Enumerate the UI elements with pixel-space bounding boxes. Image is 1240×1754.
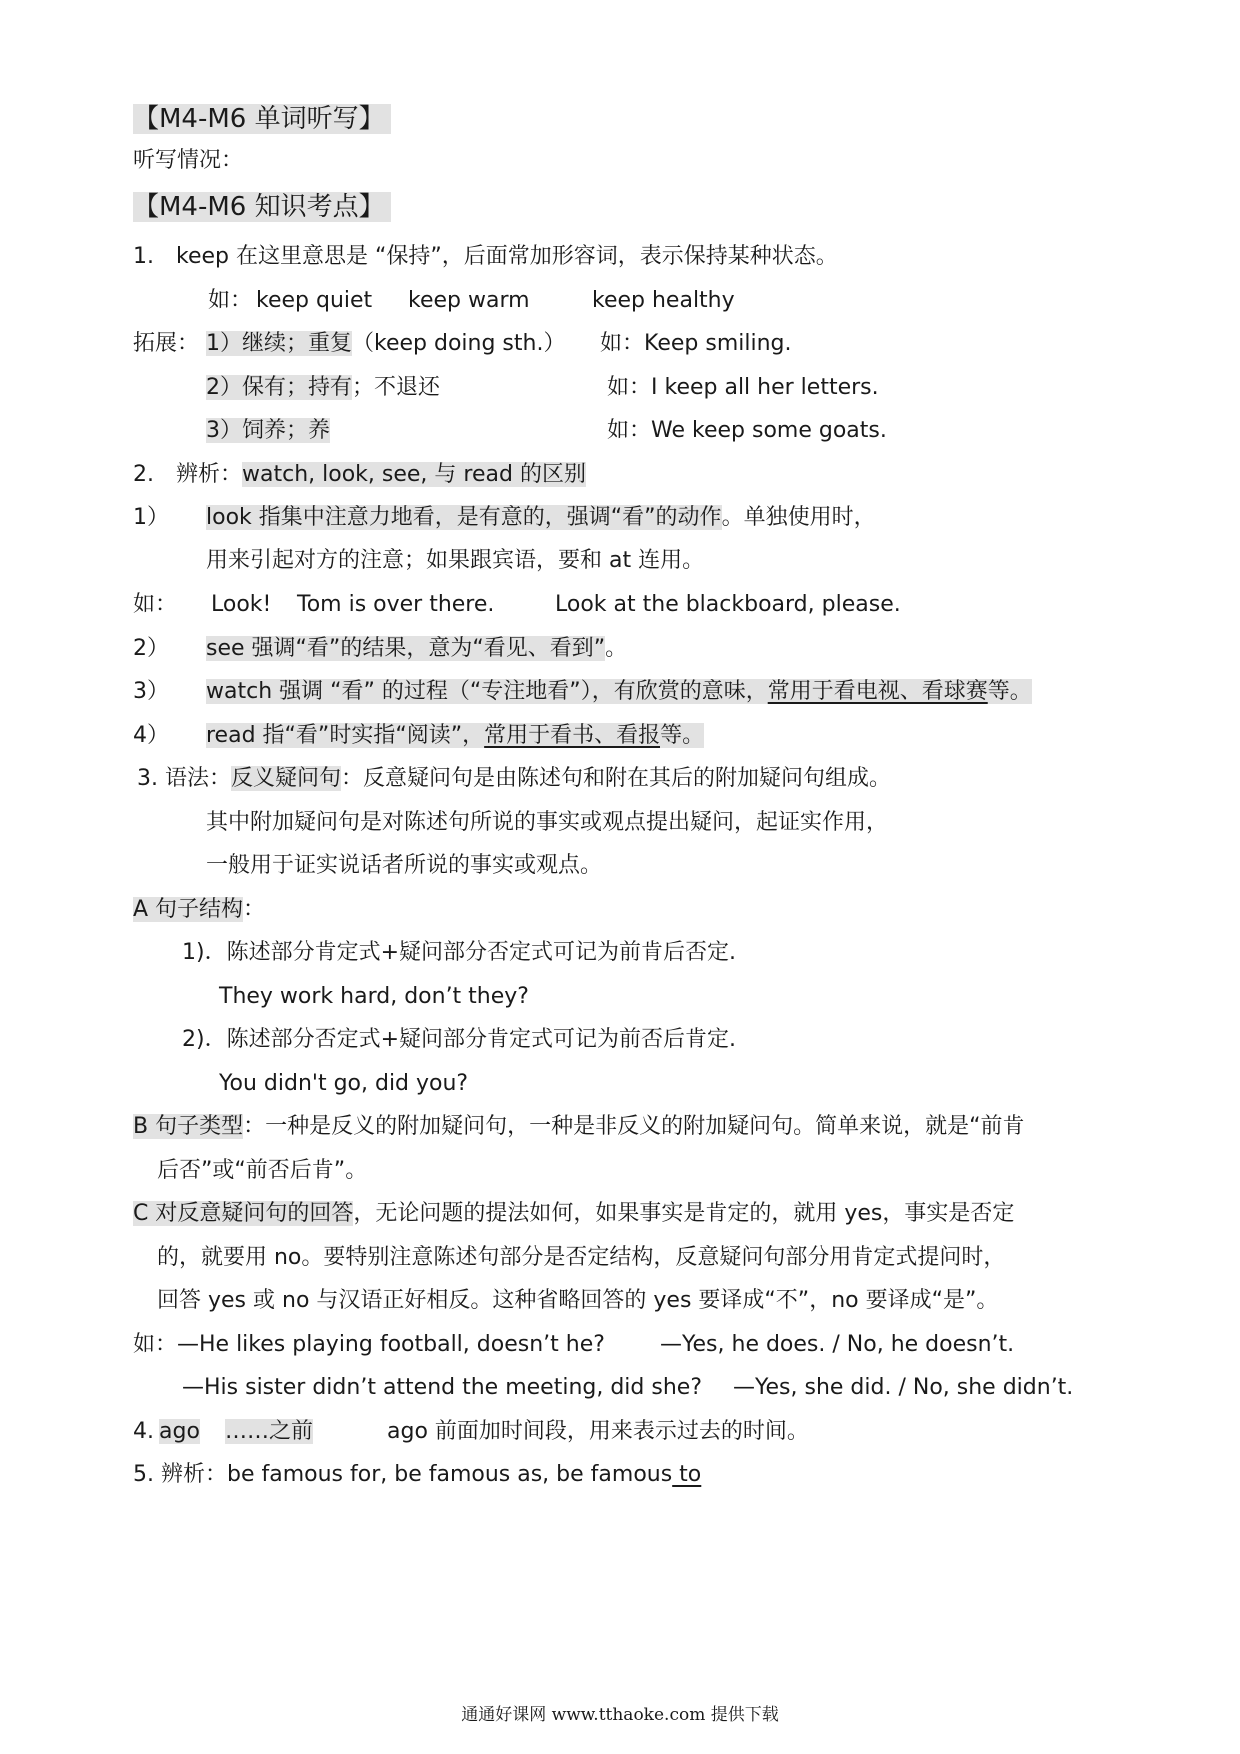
point-3-heading [137, 764, 891, 794]
point-2-item-1-text: look 指集中注意力地看，是有意的，强调“看”的动作 [206, 505, 722, 530]
dictation-heading-text: 【M4-M6 单词听写】 [133, 104, 391, 134]
section-b-text: ：一种是反义的附加疑问句，一种是非反义的附加疑问句。简单来说，就是“前肯 [243, 1114, 1025, 1139]
extension-3-meaning: 3）饲养；养 [206, 418, 330, 443]
point-2-item-1-line-2: 用来引起对方的注意；如果跟宾语，要和 at 连用。 [206, 548, 705, 573]
point-2-item-3 [206, 677, 1032, 707]
section-a-heading [133, 895, 265, 925]
section-c-example-1-answer: —Yes, he does. / No, he doesn’t. [660, 1332, 1015, 1357]
section-b-title: B 句子类型 [133, 1114, 244, 1139]
extension-3-example: 如：We keep some goats. [607, 418, 887, 443]
extension-2-example: 如：I keep all her letters. [607, 375, 879, 400]
section-c-example-2-question: —His sister didn’t attend the meeting, did she? [182, 1375, 702, 1400]
point-2-title [176, 460, 586, 490]
section-b [133, 1112, 1025, 1142]
dictation-status: 听写情况： [133, 148, 244, 173]
point-3-definition-3: 一般用于证实说话者所说的事实或观点。 [206, 853, 603, 878]
section-c-text: ，无论问题的提法如何，如果事实是肯定的，就用 yes，事实是否定 [353, 1201, 1015, 1226]
section-a-example-2: You didn't go, did you? [219, 1071, 469, 1096]
point-2-item-3-text: watch 强调 “看” 的过程（“专注地看”），有欣赏的意味， [206, 679, 768, 704]
extension-1-meaning: 1）继续；重复 [206, 331, 352, 356]
point-3-definition: ：反意疑问句是由陈述句和附在其后的附加疑问句组成。 [341, 766, 892, 791]
point-2-example-a: Look! [211, 592, 272, 617]
point-4-text: ago 前面加时间段，用来表示过去的时间。 [387, 1419, 809, 1444]
point-5 [133, 1460, 701, 1490]
point-2-item-2-text: see 强调“看”的结果，意为“看见、看到” [206, 636, 606, 661]
point-4-meaning-text: ……之前 [225, 1419, 314, 1444]
point-2-item-1-number: 1） [133, 505, 169, 530]
dictation-heading [133, 100, 391, 138]
point-3-definition-2: 其中附加疑问句是对陈述句所说的事实或观点提出疑问，起证实作用， [206, 810, 889, 835]
point-2-item-3-rest: 等。 [987, 679, 1032, 704]
extension-label: 拓展： [133, 331, 200, 356]
section-c-title: C 对反意疑问句的回答 [133, 1201, 354, 1226]
section-c-example-2-answer: —Yes, she did. / No, she didn’t. [733, 1375, 1074, 1400]
extension-3 [206, 416, 330, 446]
extension-2-meaning: 2）保有；持有 [206, 375, 352, 400]
point-2-title-text: watch, look, see, 与 read 的区别 [242, 462, 586, 487]
point-2-item-1 [206, 503, 876, 533]
point-2-item-2-number: 2） [133, 636, 169, 661]
point-2-item-4-underlined: 常用于看书、看报 [484, 723, 661, 748]
point-5-underlined: to [672, 1462, 702, 1487]
point-1-example-2: keep warm [408, 288, 530, 313]
point-2-label: 辨析： [176, 462, 243, 487]
point-1-example-1: keep quiet [256, 288, 373, 313]
section-a-rule-1: 1)．陈述部分肯定式+疑问部分否定式可记为前肯后否定. [182, 940, 737, 965]
point-2-item-4-number: 4） [133, 723, 169, 748]
point-1-example-3: keep healthy [592, 288, 735, 313]
point-4-number: 4. [133, 1419, 154, 1444]
point-5-label: 5. 辨析： [133, 1462, 227, 1487]
section-b-line-2: 后否”或“前否后肯”。 [157, 1158, 368, 1183]
point-2-item-2-rest: 。 [605, 636, 628, 661]
extension-2 [206, 373, 440, 403]
point-3-label: 3. 语法： [137, 766, 231, 791]
point-4-word-text: ago [159, 1419, 200, 1444]
point-2-item-4 [206, 721, 704, 751]
point-1-example-prefix: 如： [208, 288, 253, 313]
point-2-example-b: Tom is over there. [297, 592, 495, 617]
point-2-item-2 [206, 634, 627, 664]
section-c-line-2: 的，就要用 no。要特别注意陈述句部分是否定结构，反意疑问句部分用肯定式提问时， [157, 1245, 1006, 1270]
point-2-item-3-underlined: 常用于看电视、看球赛 [767, 679, 988, 704]
section-a-colon: ： [243, 897, 266, 922]
point-4-word [159, 1417, 200, 1447]
point-4-meaning [225, 1417, 313, 1447]
point-2-example-prefix: 如： [133, 592, 178, 617]
point-2-item-3-number: 3） [133, 679, 169, 704]
point-2-item-4-rest: 等。 [660, 723, 705, 748]
section-c [133, 1199, 1014, 1229]
extension-1-usage: （keep doing sth.） [352, 331, 566, 356]
point-1-text: keep 在这里意思是 “保持”，后面常加形容词，表示保持某种状态。 [176, 244, 838, 269]
point-2-item-4-text: read 指“看”时实指“阅读”， [206, 723, 485, 748]
section-a-title: A 句子结构 [133, 897, 244, 922]
point-5-text: be famous for, be famous as, be famous [226, 1462, 673, 1487]
point-2-item-1-rest: 。单独使用时， [721, 505, 876, 530]
section-c-line-3: 回答 yes 或 no 与汉语正好相反。这种省略回答的 yes 要译成“不”，no 要译成“是”。 [157, 1288, 999, 1313]
point-1-number: 1. [133, 244, 154, 269]
point-3-term: 反义疑问句 [230, 766, 341, 791]
extension-1 [206, 329, 565, 359]
section-c-example-1-question: 如：—He likes playing football, doesn’t he? [133, 1332, 605, 1357]
extension-2-rest: ；不退还 [352, 375, 441, 400]
point-2-example-c: Look at the blackboard, please. [555, 592, 901, 617]
footer-source: 通通好课网 www.tthaoke.com 提供下载 [461, 1705, 779, 1725]
knowledge-heading [133, 188, 391, 226]
point-2-number: 2. [133, 462, 154, 487]
section-a-example-1: They work hard, don’t they? [219, 984, 529, 1009]
knowledge-heading-text: 【M4-M6 知识考点】 [133, 192, 391, 222]
section-a-rule-2: 2)．陈述部分否定式+疑问部分肯定式可记为前否后肯定. [182, 1027, 737, 1052]
extension-1-example: 如：Keep smiling. [600, 331, 792, 356]
